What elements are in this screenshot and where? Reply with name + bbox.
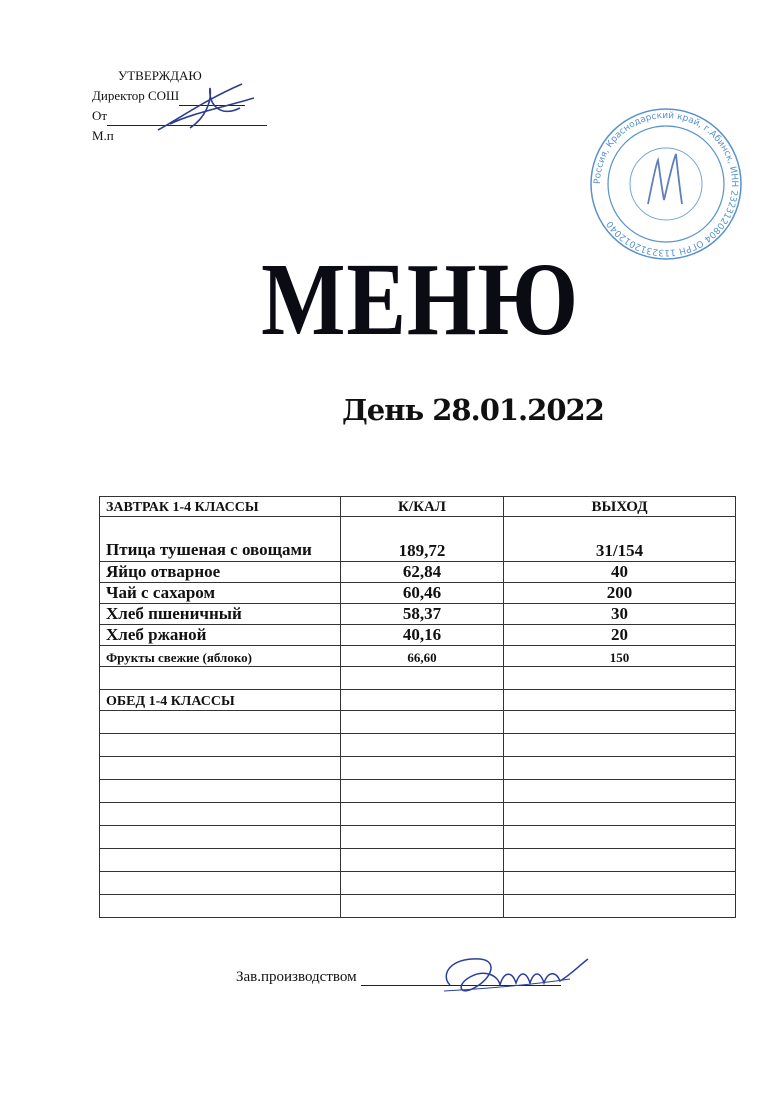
table-row <box>100 517 736 562</box>
dish-output: 20 <box>504 625 736 646</box>
approval-stamp-place: М.п <box>92 128 114 143</box>
dish-kcal: 66,60 <box>341 646 504 667</box>
production-manager-label: Зав.производством <box>236 969 357 985</box>
table-row <box>100 562 736 583</box>
dish-name: Хлеб пшеничный <box>100 604 341 625</box>
dish-kcal: 189,72 <box>341 517 504 562</box>
organization-stamp <box>586 104 746 264</box>
dish-output: 31/154 <box>504 517 736 562</box>
approval-director: Директор СОШ <box>92 86 292 106</box>
dish-kcal: 60,46 <box>341 583 504 604</box>
table-row <box>100 803 736 826</box>
dish-kcal: 40,16 <box>341 625 504 646</box>
table-row <box>100 711 736 734</box>
output-header: ВЫХОД <box>504 497 736 517</box>
approval-title: УТВЕРЖДАЮ <box>118 68 202 83</box>
menu-date: День 28.01.2022 <box>342 393 604 427</box>
kcal-header: К/КАЛ <box>341 497 504 517</box>
table-row <box>100 604 736 625</box>
table-row <box>100 734 736 757</box>
dish-kcal: 62,84 <box>341 562 504 583</box>
director-signature <box>150 78 270 138</box>
dish-name: Хлеб ржаной <box>100 625 341 646</box>
table-row <box>100 895 736 918</box>
table-row <box>100 667 736 690</box>
dish-output: 200 <box>504 583 736 604</box>
svg-text:Россия, Краснодарский край, г. <box>593 111 739 257</box>
approval-from: От <box>92 106 292 126</box>
stamp-text: Россия, Краснодарский край, г.Абинск, ИНН 2323120804 ОГРН 1132312012040 <box>592 110 740 258</box>
dish-name: Яйцо отварное <box>100 562 341 583</box>
breakfast-header: ЗАВТРАК 1-4 КЛАССЫ <box>100 497 341 517</box>
table-row <box>100 583 736 604</box>
lunch-header-row <box>100 690 736 711</box>
menu-table <box>99 496 736 918</box>
dish-name: Птица тушеная с овощами <box>100 517 341 562</box>
dish-name: Фрукты свежие (яблоко) <box>100 646 341 667</box>
table-row <box>100 646 736 667</box>
dish-output: 150 <box>504 646 736 667</box>
dish-output: 30 <box>504 604 736 625</box>
table-header-row <box>100 497 736 517</box>
manager-signature <box>420 945 590 1005</box>
table-row <box>100 757 736 780</box>
dish-kcal: 58,37 <box>341 604 504 625</box>
dish-output: 40 <box>504 562 736 583</box>
table-row <box>100 826 736 849</box>
table-row <box>100 872 736 895</box>
table-row <box>100 625 736 646</box>
table-row <box>100 849 736 872</box>
table-row <box>100 780 736 803</box>
dish-name: Чай с сахаром <box>100 583 341 604</box>
lunch-header: ОБЕД 1-4 КЛАССЫ <box>100 690 341 711</box>
page-title: МЕНЮ <box>261 242 579 357</box>
